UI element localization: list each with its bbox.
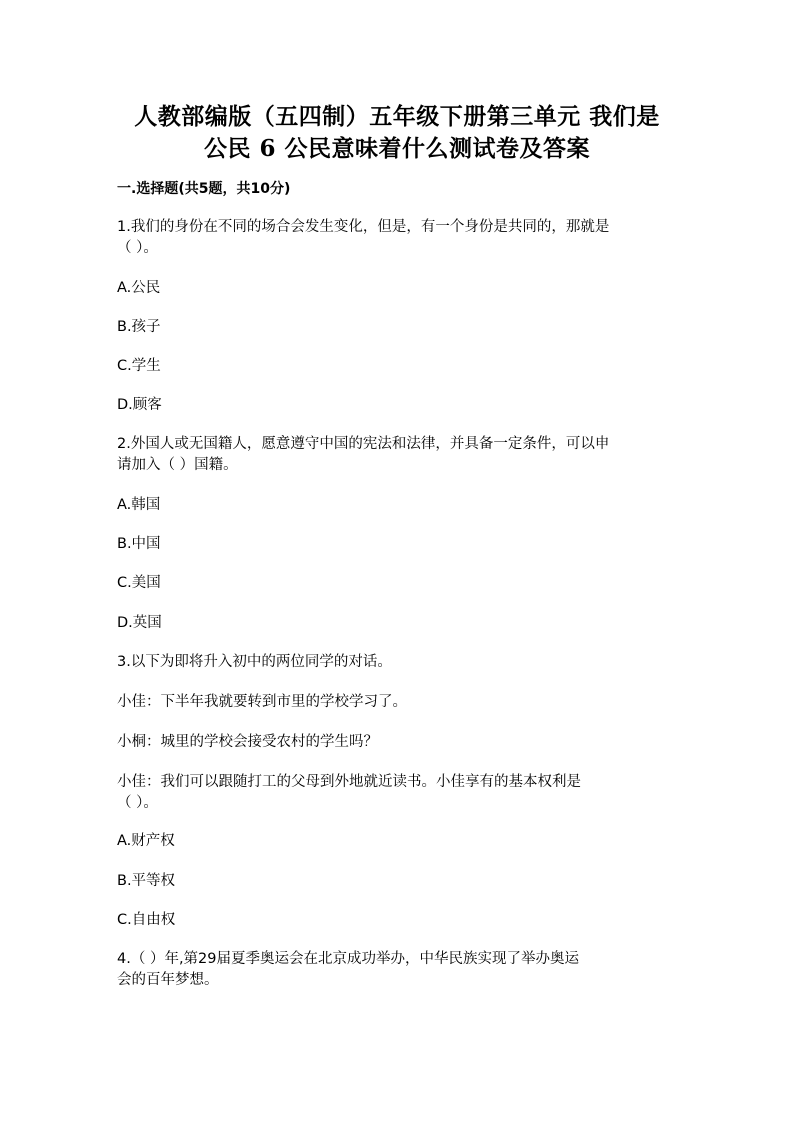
question-2-option-d: D.英国 <box>117 615 162 631</box>
question-3-option-c: C.自由权 <box>117 912 176 928</box>
question-2-option-b: B.中国 <box>117 536 161 552</box>
question-1-option-c: C.学生 <box>117 358 161 374</box>
question-3-stem-line-1: 3.以下为即将升入初中的两位同学的对话。 <box>117 654 392 670</box>
section-heading: 一.选择题(共5题，共10分) <box>117 181 291 197</box>
document-title-line-2: 公民 6 公民意味着什么测试卷及答案 <box>203 135 591 162</box>
question-3-dialogue-line-1: 小佳：下半年我就要转到市里的学校学习了。 <box>117 694 407 710</box>
question-3-stem-line-2: （ ）。 <box>117 795 158 811</box>
question-4-stem-line-1: 4.（ ）年,第29届夏季奥运会在北京成功举办，中华民族实现了举办奥运 <box>117 951 580 967</box>
question-1-stem-line-1: 1.我们的身份在不同的场合会发生变化，但是，有一个身份是共同的，那就是 <box>117 219 610 235</box>
question-4-stem-line-2: 会的百年梦想。 <box>117 972 219 988</box>
question-3-option-b: B.平等权 <box>117 873 176 889</box>
question-2-stem-line-1: 2.外国人或无国籍人，愿意遵守中国的宪法和法律，并具备一定条件，可以申 <box>117 436 610 452</box>
question-1-option-a: A.公民 <box>117 280 161 296</box>
question-2-stem-line-2: 请加入（ ）国籍。 <box>117 457 238 473</box>
question-1-option-d: D.顾客 <box>117 397 162 413</box>
question-3-dialogue-line-3: 小佳：我们可以跟随打工的父母到外地就近读书。小佳享有的基本权利是 <box>117 774 581 790</box>
question-1-option-b: B.孩子 <box>117 319 161 335</box>
document-title-line-1: 人教部编版（五四制）五年级下册第三单元 我们是 <box>134 103 660 130</box>
question-2-option-a: A.韩国 <box>117 497 161 513</box>
question-3-dialogue-line-2: 小桐：城里的学校会接受农村的学生吗？ <box>117 734 378 750</box>
question-1-stem-line-2: （ ）。 <box>117 240 158 256</box>
question-3-option-a: A.财产权 <box>117 833 175 849</box>
question-2-option-c: C.美国 <box>117 575 161 591</box>
